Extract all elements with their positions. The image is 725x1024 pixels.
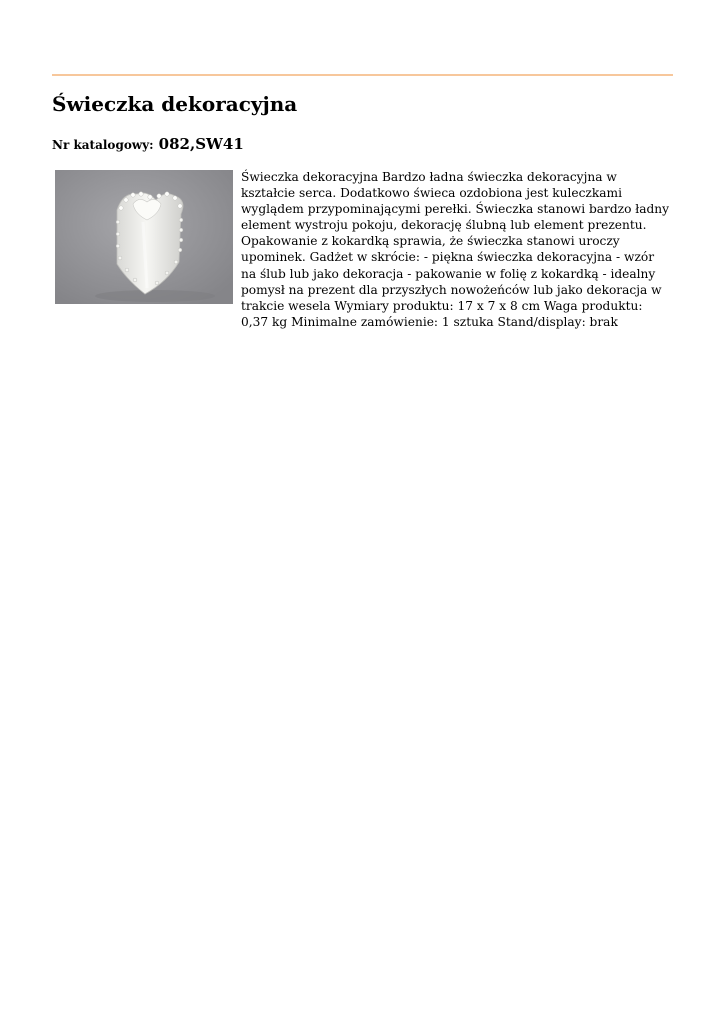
product-photo xyxy=(55,170,233,304)
candle-image xyxy=(55,170,233,304)
catalog-number-row xyxy=(52,132,244,157)
product-title: Świeczka dekoracyjna xyxy=(52,92,298,116)
product-description: Świeczka dekoracyjna Bardzo ładna świeczka dekoracyjna w kształcie serca. Dodatkowo świeca ozdobiona jest kuleczkami wyglądem przypominającymi perełki. Świeczka stanowi bardzo ładny element wystroju pokoju, dekorację ślubną lub element prezentu. Opakowanie z kokardką sprawia, że świeczka stanowi uroczy upominek. Gadżet w skrócie: - piękna świeczka dekoracyjna - wzór na ślub lub jako dekoracja - pakowanie w folię z kokardką - idealny pomysł na prezent dla przyszłych nowożeńców lub jako dekoracja w trakcie wesela Wymiary produktu: 17 x 7 x 8 cm Waga produktu: 0,37 kg Minimalne zamówienie: 1 sztuka Stand/display: brak xyxy=(241,170,670,329)
header-divider xyxy=(52,74,673,76)
catalog-number-value: 082,SW41 xyxy=(158,135,244,153)
catalog-number-label: Nr katalogowy: xyxy=(52,138,154,152)
